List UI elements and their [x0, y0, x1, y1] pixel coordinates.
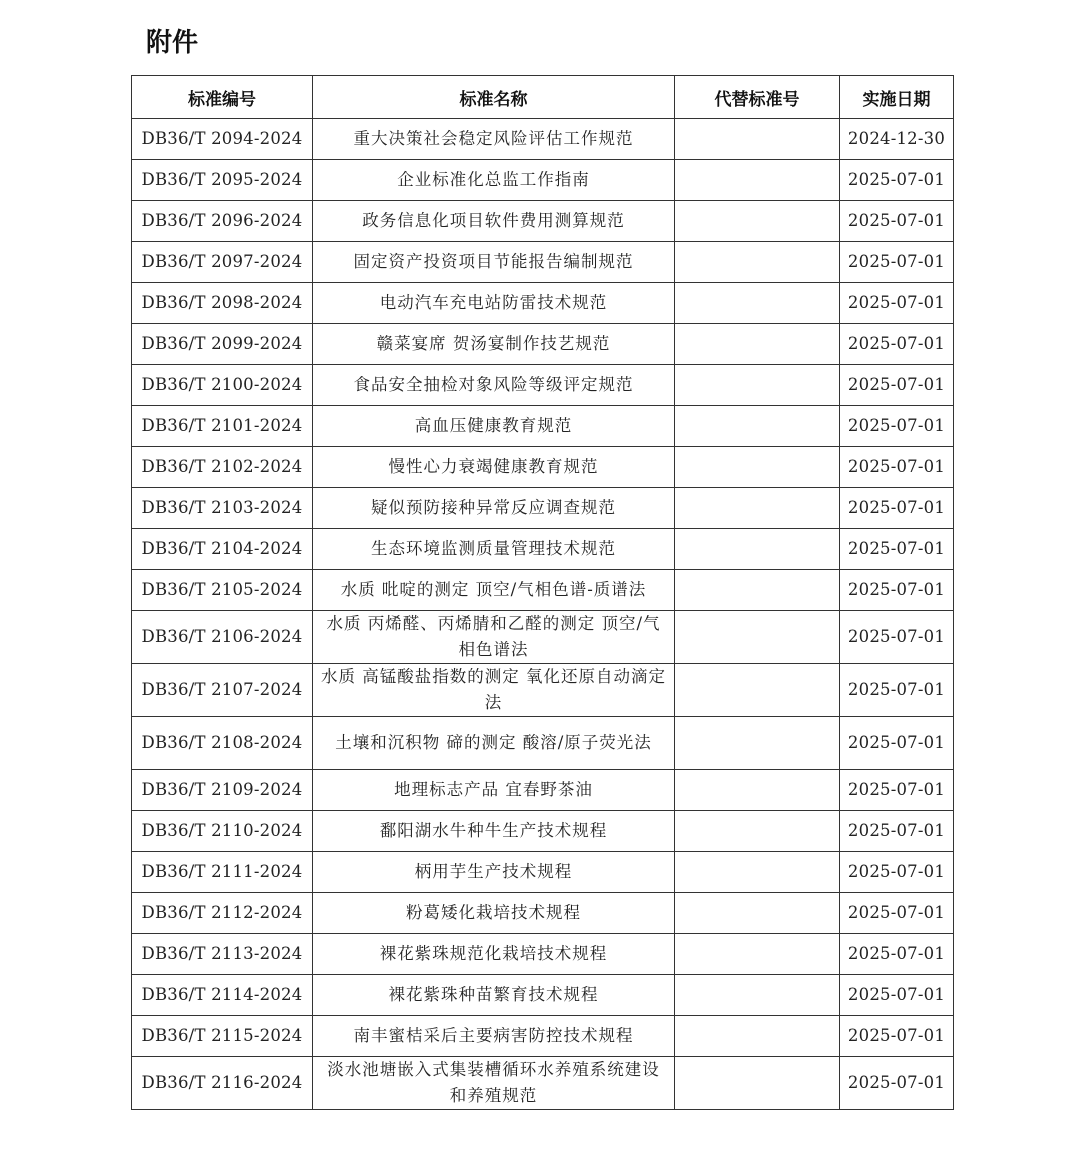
effective-date-cell: 2025-07-01 — [840, 201, 954, 242]
replaced-standard-cell — [675, 406, 840, 447]
table-row — [132, 488, 954, 529]
replaced-standard-cell — [675, 447, 840, 488]
standard-name-cell: 固定资产投资项目节能报告编制规范 — [313, 242, 675, 283]
replaced-standard-cell — [675, 529, 840, 570]
standard-number-cell: DB36/T 2113-2024 — [132, 934, 313, 975]
replaced-standard-cell — [675, 1016, 840, 1057]
standard-name-cell: 疑似预防接种异常反应调查规范 — [313, 488, 675, 529]
standard-number-cell: DB36/T 2111-2024 — [132, 852, 313, 893]
table-row — [132, 975, 954, 1016]
effective-date-cell: 2025-07-01 — [840, 717, 954, 770]
standard-number-cell: DB36/T 2102-2024 — [132, 447, 313, 488]
standard-name-cell: 水质 丙烯醛、丙烯腈和乙醛的测定 顶空/气相色谱法 — [313, 611, 675, 664]
effective-date-cell: 2025-07-01 — [840, 1057, 954, 1110]
effective-date-cell: 2024-12-30 — [840, 119, 954, 160]
effective-date-cell: 2025-07-01 — [840, 406, 954, 447]
table-row — [132, 611, 954, 664]
table-row — [132, 852, 954, 893]
replaced-standard-cell — [675, 811, 840, 852]
standard-number-cell: DB36/T 2108-2024 — [132, 717, 313, 770]
standard-number-cell: DB36/T 2103-2024 — [132, 488, 313, 529]
effective-date-cell: 2025-07-01 — [840, 570, 954, 611]
standard-name-cell: 水质 吡啶的测定 顶空/气相色谱-质谱法 — [313, 570, 675, 611]
effective-date-cell: 2025-07-01 — [840, 365, 954, 406]
effective-date-cell: 2025-07-01 — [840, 324, 954, 365]
standard-name-cell: 南丰蜜桔采后主要病害防控技术规程 — [313, 1016, 675, 1057]
standard-number-cell: DB36/T 2101-2024 — [132, 406, 313, 447]
standard-name-cell: 淡水池塘嵌入式集装槽循环水养殖系统建设和养殖规范 — [313, 1057, 675, 1110]
replaced-standard-cell — [675, 160, 840, 201]
standard-number-cell: DB36/T 2114-2024 — [132, 975, 313, 1016]
standard-number-cell: DB36/T 2105-2024 — [132, 570, 313, 611]
replaced-standard-cell — [675, 934, 840, 975]
replaced-standard-cell — [675, 119, 840, 160]
standard-name-cell: 重大决策社会稳定风险评估工作规范 — [313, 119, 675, 160]
effective-date-cell: 2025-07-01 — [840, 1016, 954, 1057]
replaced-standard-cell — [675, 770, 840, 811]
standard-name-cell: 裸花紫珠种苗繁育技术规程 — [313, 975, 675, 1016]
standard-name-cell: 土壤和沉积物 碲的测定 酸溶/原子荧光法 — [313, 717, 675, 770]
table-row — [132, 811, 954, 852]
table-row — [132, 283, 954, 324]
replaced-standard-cell — [675, 975, 840, 1016]
table-row — [132, 1016, 954, 1057]
replaced-standard-cell — [675, 664, 840, 717]
table-row — [132, 893, 954, 934]
table-row — [132, 160, 954, 201]
replaced-standard-cell — [675, 611, 840, 664]
table-header-row — [132, 76, 954, 119]
page-heading: 附件 — [146, 28, 199, 58]
standard-name-cell: 生态环境监测质量管理技术规范 — [313, 529, 675, 570]
replaced-standard-cell — [675, 365, 840, 406]
effective-date-cell: 2025-07-01 — [840, 893, 954, 934]
effective-date-cell: 2025-07-01 — [840, 447, 954, 488]
standard-name-cell: 慢性心力衰竭健康教育规范 — [313, 447, 675, 488]
effective-date-cell: 2025-07-01 — [840, 664, 954, 717]
standard-name-cell: 鄱阳湖水牛种牛生产技术规程 — [313, 811, 675, 852]
table-row — [132, 201, 954, 242]
standard-name-cell: 电动汽车充电站防雷技术规范 — [313, 283, 675, 324]
table-row — [132, 570, 954, 611]
header-replaced-standard: 代替标准号 — [675, 76, 840, 119]
standard-name-cell: 水质 高锰酸盐指数的测定 氧化还原自动滴定法 — [313, 664, 675, 717]
effective-date-cell: 2025-07-01 — [840, 975, 954, 1016]
standard-name-cell: 粉葛矮化栽培技术规程 — [313, 893, 675, 934]
standard-number-cell: DB36/T 2104-2024 — [132, 529, 313, 570]
standard-name-cell: 裸花紫珠规范化栽培技术规程 — [313, 934, 675, 975]
table-row — [132, 529, 954, 570]
standard-number-cell: DB36/T 2098-2024 — [132, 283, 313, 324]
standard-name-cell: 企业标准化总监工作指南 — [313, 160, 675, 201]
replaced-standard-cell — [675, 852, 840, 893]
effective-date-cell: 2025-07-01 — [840, 488, 954, 529]
replaced-standard-cell — [675, 324, 840, 365]
effective-date-cell: 2025-07-01 — [840, 770, 954, 811]
effective-date-cell: 2025-07-01 — [840, 852, 954, 893]
replaced-standard-cell — [675, 570, 840, 611]
standard-number-cell: DB36/T 2097-2024 — [132, 242, 313, 283]
standard-name-cell: 赣菜宴席 贺汤宴制作技艺规范 — [313, 324, 675, 365]
standard-name-cell: 柄用芋生产技术规程 — [313, 852, 675, 893]
table-row — [132, 324, 954, 365]
standard-name-cell: 政务信息化项目软件费用测算规范 — [313, 201, 675, 242]
table-row — [132, 447, 954, 488]
table-row — [132, 119, 954, 160]
table-row — [132, 242, 954, 283]
effective-date-cell: 2025-07-01 — [840, 160, 954, 201]
standard-name-cell: 食品安全抽检对象风险等级评定规范 — [313, 365, 675, 406]
table-row — [132, 664, 954, 717]
effective-date-cell: 2025-07-01 — [840, 242, 954, 283]
standard-number-cell: DB36/T 2116-2024 — [132, 1057, 313, 1110]
table-row — [132, 934, 954, 975]
standard-number-cell: DB36/T 2096-2024 — [132, 201, 313, 242]
standard-number-cell: DB36/T 2115-2024 — [132, 1016, 313, 1057]
replaced-standard-cell — [675, 242, 840, 283]
replaced-standard-cell — [675, 488, 840, 529]
table-row — [132, 406, 954, 447]
standard-number-cell: DB36/T 2109-2024 — [132, 770, 313, 811]
standard-name-cell: 地理标志产品 宜春野茶油 — [313, 770, 675, 811]
table-row — [132, 365, 954, 406]
header-effective-date: 实施日期 — [840, 76, 954, 119]
standard-number-cell: DB36/T 2107-2024 — [132, 664, 313, 717]
header-standard-name: 标准名称 — [313, 76, 675, 119]
effective-date-cell: 2025-07-01 — [840, 283, 954, 324]
standard-number-cell: DB36/T 2110-2024 — [132, 811, 313, 852]
table-row — [132, 717, 954, 770]
replaced-standard-cell — [675, 1057, 840, 1110]
replaced-standard-cell — [675, 201, 840, 242]
header-standard-number: 标准编号 — [132, 76, 313, 119]
table-row — [132, 770, 954, 811]
standard-number-cell: DB36/T 2094-2024 — [132, 119, 313, 160]
standard-number-cell: DB36/T 2099-2024 — [132, 324, 313, 365]
effective-date-cell: 2025-07-01 — [840, 811, 954, 852]
replaced-standard-cell — [675, 717, 840, 770]
standards-table — [131, 75, 954, 1110]
standard-number-cell: DB36/T 2100-2024 — [132, 365, 313, 406]
replaced-standard-cell — [675, 893, 840, 934]
effective-date-cell: 2025-07-01 — [840, 934, 954, 975]
effective-date-cell: 2025-07-01 — [840, 529, 954, 570]
effective-date-cell: 2025-07-01 — [840, 611, 954, 664]
replaced-standard-cell — [675, 283, 840, 324]
standard-number-cell: DB36/T 2112-2024 — [132, 893, 313, 934]
standard-number-cell: DB36/T 2106-2024 — [132, 611, 313, 664]
table-row — [132, 1057, 954, 1110]
standard-name-cell: 高血压健康教育规范 — [313, 406, 675, 447]
standard-number-cell: DB36/T 2095-2024 — [132, 160, 313, 201]
